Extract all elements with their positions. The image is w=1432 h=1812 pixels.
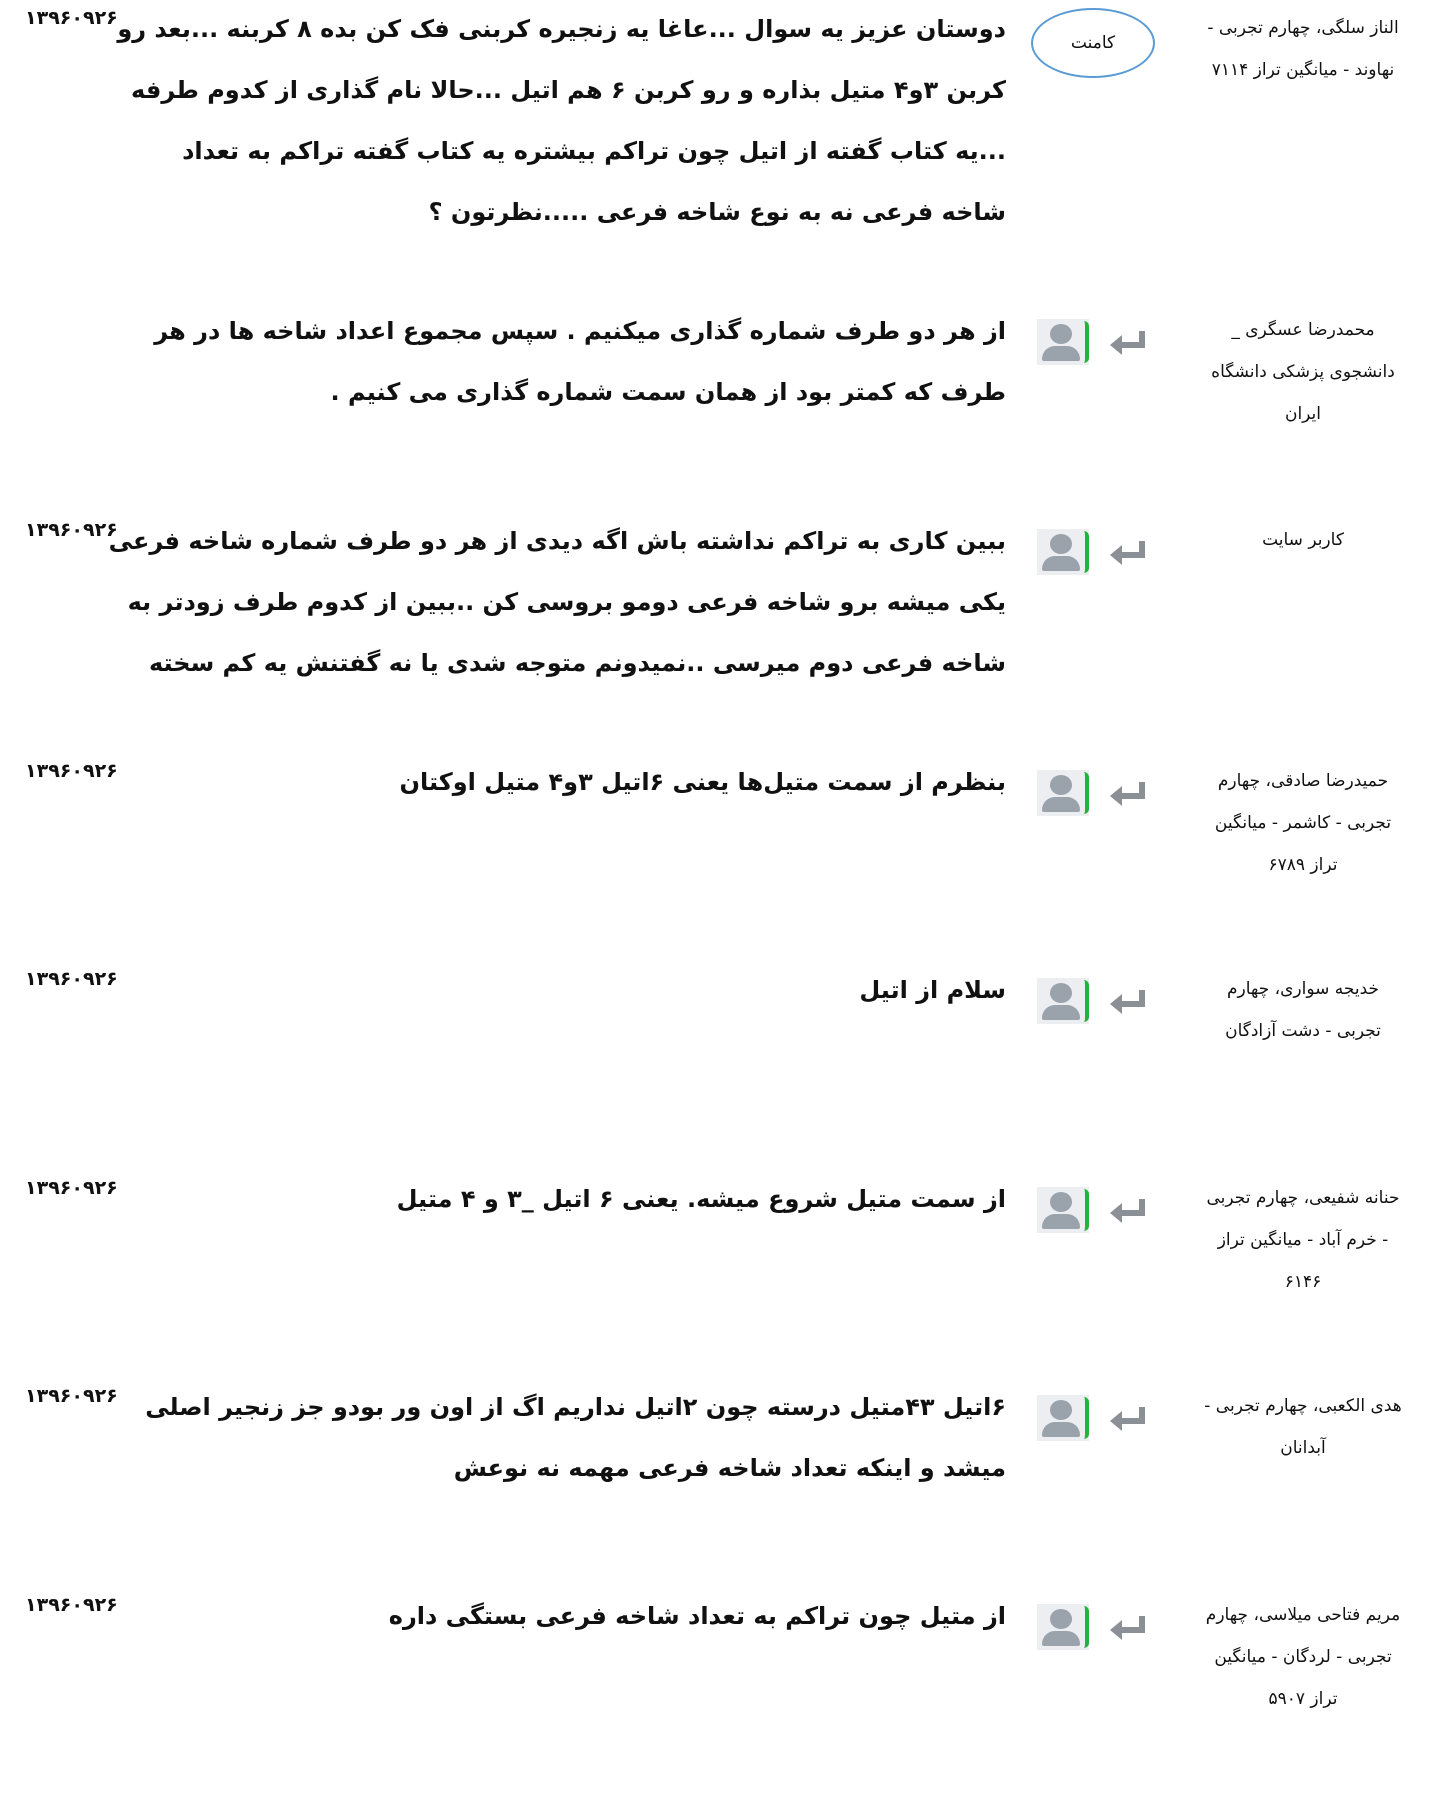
comment-date: ۱۳۹۶۰۹۲۶ <box>25 760 118 782</box>
author-info <box>1183 968 1423 1052</box>
comment-text-line: بنظرم از سمت متیل‌ها یعنی ۶اتیل ۳و۴ متیل اوکتان <box>399 768 1006 796</box>
reply-arrow-icon[interactable] <box>1108 1195 1148 1225</box>
author-info <box>1183 7 1423 91</box>
author-line: الناز سلگی، چهارم تجربی - <box>1207 18 1399 38</box>
comment-text-line: ...یه کتاب گفته از اتیل چون تراکم بیشتره یه کتاب گفته تراکم به تعداد <box>182 137 1006 165</box>
comment-date: ۱۳۹۶۰۹۲۶ <box>25 968 118 990</box>
author-info <box>1183 519 1423 561</box>
avatar-icon <box>1037 770 1089 816</box>
reply-arrow-icon[interactable] <box>1108 537 1148 567</box>
comment-text <box>154 301 1006 423</box>
reply-arrow-icon[interactable] <box>1108 986 1148 1016</box>
comment-row <box>0 960 1432 1041</box>
comment-date: ۱۳۹۶۰۹۲۶ <box>25 7 118 29</box>
author-line: تجربی - لردگان - میانگین <box>1214 1647 1392 1667</box>
author-line: آبدانان <box>1280 1438 1326 1458</box>
reply-arrow-icon[interactable] <box>1108 1612 1148 1642</box>
reply-arrow-icon[interactable] <box>1108 327 1148 357</box>
comment-text-line: ببین کاری به تراکم نداشته باش اگه دیدی از هر دو طرف شماره شاخه فرعی <box>108 527 1006 555</box>
comment-text <box>145 1377 1006 1499</box>
comment-text-line: یکی میشه برو شاخه فرعی دومو بروسی کن ..ببین از کدوم طرف زودتر به <box>127 588 1006 616</box>
comment-row <box>0 301 1432 424</box>
author-line: ایران <box>1284 404 1322 424</box>
author-line: ۶۱۴۶ <box>1284 1272 1322 1292</box>
author-line: کاربر سایت <box>1262 530 1344 550</box>
author-info <box>1183 760 1423 886</box>
comment-date: ۱۳۹۶۰۹۲۶ <box>25 1177 118 1199</box>
author-line: تراز ۵۹۰۷ <box>1268 1689 1338 1709</box>
avatar-icon <box>1037 1604 1089 1650</box>
author-line: تجربی - دشت آزادگان <box>1225 1021 1381 1041</box>
comment-text <box>389 1586 1006 1647</box>
author-line: هدی الکعبی، چهارم تجربی - <box>1204 1396 1402 1416</box>
avatar-icon <box>1037 1187 1089 1233</box>
comment-date: ۱۳۹۶۰۹۲۶ <box>25 1594 118 1616</box>
avatar-icon <box>1037 1395 1089 1441</box>
author-info <box>1183 309 1423 435</box>
avatar-icon <box>1037 529 1089 575</box>
avatar-icon <box>1037 978 1089 1024</box>
comment-text-line: شاخه فرعی نه به نوع شاخه فرعی .....نظرتون ؟ <box>428 198 1006 226</box>
comment-row <box>0 752 1432 875</box>
author-line: - خرم آباد - میانگین تراز <box>1217 1230 1389 1250</box>
comment-label: کامنت <box>1070 33 1116 53</box>
comment-text-line: کربن ۳و۴ متیل بذاره و رو کربن ۶ هم اتیل ...حالا نام گذاری از کدوم طرفه <box>131 76 1006 104</box>
comment-text-line: شاخه فرعی دوم میرسی ..نمیدونم متوجه شدی یا نه گفتنش یه کم سخته <box>148 649 1006 677</box>
author-line: مریم فتاحی میلاسی، چهارم <box>1205 1605 1401 1625</box>
comment-text-line: طرف که کمتر بود از همان سمت شماره گذاری می کنیم . <box>330 378 1006 406</box>
author-line: محمدرضا عسگری _ <box>1231 320 1375 340</box>
author-line: نهاوند - میانگین تراز ۷۱۱۴ <box>1211 60 1395 80</box>
comment-date: ۱۳۹۶۰۹۲۶ <box>25 519 118 541</box>
author-line: تجربی - کاشمر - میانگین <box>1214 813 1392 833</box>
author-line: حنانه شفیعی، چهارم تجربی <box>1206 1188 1400 1208</box>
comment-text <box>397 1169 1006 1230</box>
comment-row <box>0 1377 1432 1482</box>
author-line: حمیدرضا صادقی، چهارم <box>1217 771 1389 791</box>
author-info <box>1183 1385 1423 1469</box>
comment-text <box>117 0 1006 243</box>
reply-arrow-icon[interactable] <box>1108 778 1148 808</box>
comment-text <box>400 752 1006 813</box>
comment-row <box>0 1586 1432 1709</box>
comment-text-line: از متیل چون تراکم به تعداد شاخه فرعی بستگی داره <box>388 1602 1006 1630</box>
comment-label-oval <box>1031 8 1155 78</box>
comment-text <box>109 511 1006 694</box>
comment-row <box>0 511 1432 677</box>
comment-text-line: دوستان عزیز یه سوال ...عاغا یه زنجیره کربنی فک کن بده ۸ کربنه ...بعد رو <box>117 15 1006 43</box>
comment-date: ۱۳۹۶۰۹۲۶ <box>25 1385 118 1407</box>
comment-text-line: از سمت متیل شروع میشه. یعنی ۶ اتیل _۳ و ۴ متیل <box>396 1185 1006 1213</box>
avatar-icon <box>1037 319 1089 365</box>
author-info <box>1183 1177 1423 1303</box>
comment-text <box>859 960 1006 1021</box>
comment-text-line: میشد و اینکه تعداد شاخه فرعی مهمه نه نوعش <box>453 1454 1006 1482</box>
author-info <box>1183 1594 1423 1720</box>
comment-text-line: از هر دو طرف شماره گذاری میکنیم . سپس مجموع اعداد شاخه ها در هر <box>154 317 1006 345</box>
comment-row <box>0 1169 1432 1292</box>
author-line: تراز ۶۷۸۹ <box>1268 855 1338 875</box>
author-line: خدیجه سواری، چهارم <box>1226 979 1380 999</box>
author-line: دانشجوی پزشکی دانشگاه <box>1211 362 1395 382</box>
comment-text-line: ۶اتیل ۴۳متیل درسته چون ۲اتیل نداریم اگ از اون ور بودو جز زنجیر اصلی <box>145 1393 1006 1421</box>
comment-text-line: سلام از اتیل <box>859 976 1006 1004</box>
reply-arrow-icon[interactable] <box>1108 1403 1148 1433</box>
